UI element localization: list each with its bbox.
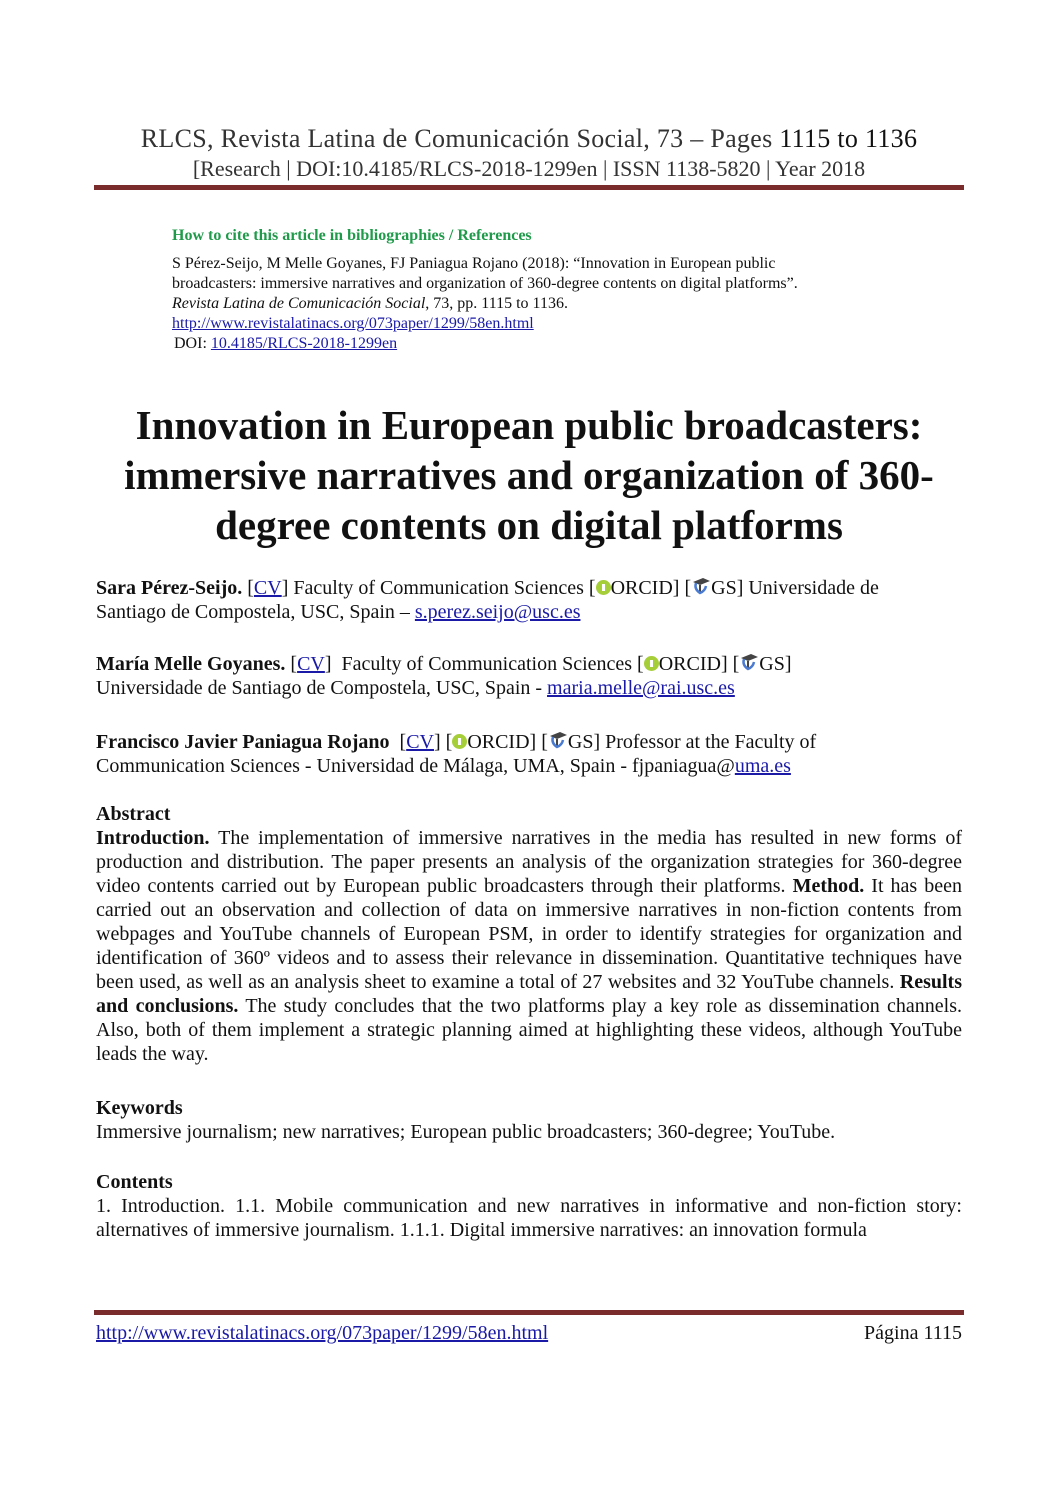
orcid-icon bbox=[596, 580, 611, 595]
footer-url-link[interactable]: http://www.revistalatinacs.org/073paper/1299/58en.html bbox=[96, 1322, 549, 1344]
author-location: Santiago de Compostela, USC, Spain – bbox=[96, 601, 410, 623]
page-range: 1115 to 1136 bbox=[779, 124, 918, 153]
gs-link[interactable]: GS bbox=[567, 731, 594, 753]
method-label: Method. bbox=[792, 875, 865, 897]
orcid-link[interactable]: ORCID bbox=[658, 653, 721, 675]
citation-line-1: S Pérez-Seijo, M Melle Goyanes, FJ Paniagua Rojano (2018): “Innovation in European public bbox=[172, 255, 776, 272]
cv-link[interactable]: CV bbox=[297, 653, 325, 675]
gs-link[interactable]: GS bbox=[711, 577, 737, 599]
keywords-section bbox=[96, 1096, 962, 1144]
author-email-link[interactable]: maria.melle@rai.usc.es bbox=[547, 677, 735, 699]
author-email-link[interactable]: s.perez.seijo@usc.es bbox=[414, 601, 581, 623]
author-name: Sara Pérez-Seijo. bbox=[96, 577, 243, 599]
cv-link[interactable]: CV bbox=[253, 577, 282, 599]
title-line-3: degree contents on digital platforms bbox=[215, 502, 843, 548]
google-scholar-icon bbox=[691, 576, 711, 596]
author-location: Communication Sciences - Universidad de Málaga, UMA, Spain - fjpaniagua@ bbox=[96, 755, 735, 777]
author-affiliation: Faculty of Communication Sciences [ bbox=[293, 577, 596, 599]
running-header-meta: [Research | DOI:10.4185/RLCS-2018-1299en | ISSN 1138-5820 | Year 2018 bbox=[192, 156, 866, 181]
author-affiliation: ] Professor at the Faculty of bbox=[593, 731, 817, 753]
author-2: María Melle Goyanes. [CV] Faculty of Communication Sciences [ ORCID] [ GS] Universidade de Santiago de Compostela, USC, Spain - maria.melle@rai.usc.es bbox=[96, 653, 792, 699]
citation-heading: How to cite this article in bibliographies / References bbox=[172, 227, 532, 244]
google-scholar-icon bbox=[739, 652, 759, 672]
contents-section bbox=[96, 1170, 962, 1242]
orcid-link[interactable]: ORCID bbox=[467, 731, 530, 753]
citation-line-2: broadcasters: immersive narratives and organization of 360-degree contents on digital platforms”. bbox=[172, 275, 798, 292]
citation-url-link[interactable]: http://www.revistalatinacs.org/073paper/1299/58en.html bbox=[172, 315, 534, 332]
keywords-heading: Keywords bbox=[96, 1097, 183, 1119]
abstract-section bbox=[96, 802, 962, 1066]
journal-name: RLCS, Revista Latina de Comunicación Social, 73 – Pages bbox=[140, 124, 773, 153]
results-label: Results and conclusions. bbox=[96, 971, 962, 1017]
orcid-icon bbox=[452, 734, 467, 749]
doi-label: DOI: bbox=[174, 335, 207, 352]
contents-text: 1. Introduction. 1.1. Mobile communication and new narratives in informative and non-fiction story: alternatives of immersive journalism. 1.1.1. Digital immersive narratives: an innovation formula bbox=[96, 1195, 962, 1241]
citation-journal: Revista Latina de Comunicación Social bbox=[172, 295, 426, 312]
abstract-heading: Abstract bbox=[96, 803, 171, 825]
author-3: Francisco Javier Paniagua Rojano [CV] [ ORCID] [ GS] Professor at the Faculty of Communication Sciences - Universidad de Málaga, UMA, Spain - fjpaniagua@uma.es bbox=[96, 731, 817, 777]
method-text: It has been carried out an observation and collection of data on immersive narratives in non-fiction contents from webpages and YouTube channels of European PSM, in order to identify strategies for organization and identification of 360º videos and to assess their relevance in dissemination. Quantitative techniques have been used, as well as an analysis sheet to examine a total of 27 websites and 32 YouTube channels. bbox=[96, 875, 962, 993]
author-affiliation: Faculty of Communication Sciences [ bbox=[341, 653, 644, 675]
citation-block bbox=[172, 226, 962, 354]
doi-link[interactable]: 10.4185/RLCS-2018-1299en bbox=[210, 335, 398, 352]
orcid-link[interactable]: ORCID bbox=[610, 577, 673, 599]
contents-heading: Contents bbox=[96, 1171, 173, 1193]
page-number: Página 1115 bbox=[864, 1322, 962, 1344]
author-university: ] Universidade de bbox=[736, 577, 879, 599]
results-text: The study concludes that the two platforms play a key role as dissemination channels. Also, both of them implement a strategic planning aimed at highlighting these videos, although YouTube leads the way. bbox=[96, 995, 962, 1065]
orcid-icon bbox=[644, 656, 659, 671]
author-name: Francisco Javier Paniagua Rojano bbox=[96, 731, 390, 753]
google-scholar-icon bbox=[548, 730, 568, 750]
article-title bbox=[80, 400, 978, 550]
citation-line-3 bbox=[172, 294, 962, 314]
title-line-2: immersive narratives and organization of 360- bbox=[124, 452, 934, 498]
running-header-journal bbox=[0, 122, 1058, 156]
cv-link[interactable]: CV bbox=[406, 731, 434, 753]
citation-volume: , 73, pp. 1115 to 1136. bbox=[425, 295, 568, 312]
intro-text: The implementation of immersive narratives in the media has resulted in new forms of production and distribution. The paper presents an analysis of the organization strategies for 360-degree video contents carried out by European public broadcasters through their platforms. bbox=[96, 827, 962, 897]
citation-doi bbox=[174, 334, 962, 354]
author-name: María Melle Goyanes. bbox=[96, 653, 286, 675]
author-location: Universidade de Santiago de Compostela, USC, Spain - bbox=[96, 677, 543, 699]
author-1: Sara Pérez-Seijo. [CV] Faculty of Communication Sciences [ ORCID] [ GS] Universidade de Santiago de Compostela, USC, Spain – s.perez.seijo@usc.es bbox=[96, 577, 879, 623]
keywords-text: Immersive journalism; new narratives; European public broadcasters; 360-degree; YouTube. bbox=[96, 1121, 836, 1143]
intro-label: Introduction. bbox=[96, 827, 210, 849]
footer-rule bbox=[94, 1310, 964, 1315]
header-rule bbox=[94, 185, 964, 190]
title-line-1: Innovation in European public broadcasters: bbox=[135, 402, 923, 448]
author-email-link[interactable]: uma.es bbox=[734, 755, 791, 777]
gs-link[interactable]: GS bbox=[759, 653, 785, 675]
